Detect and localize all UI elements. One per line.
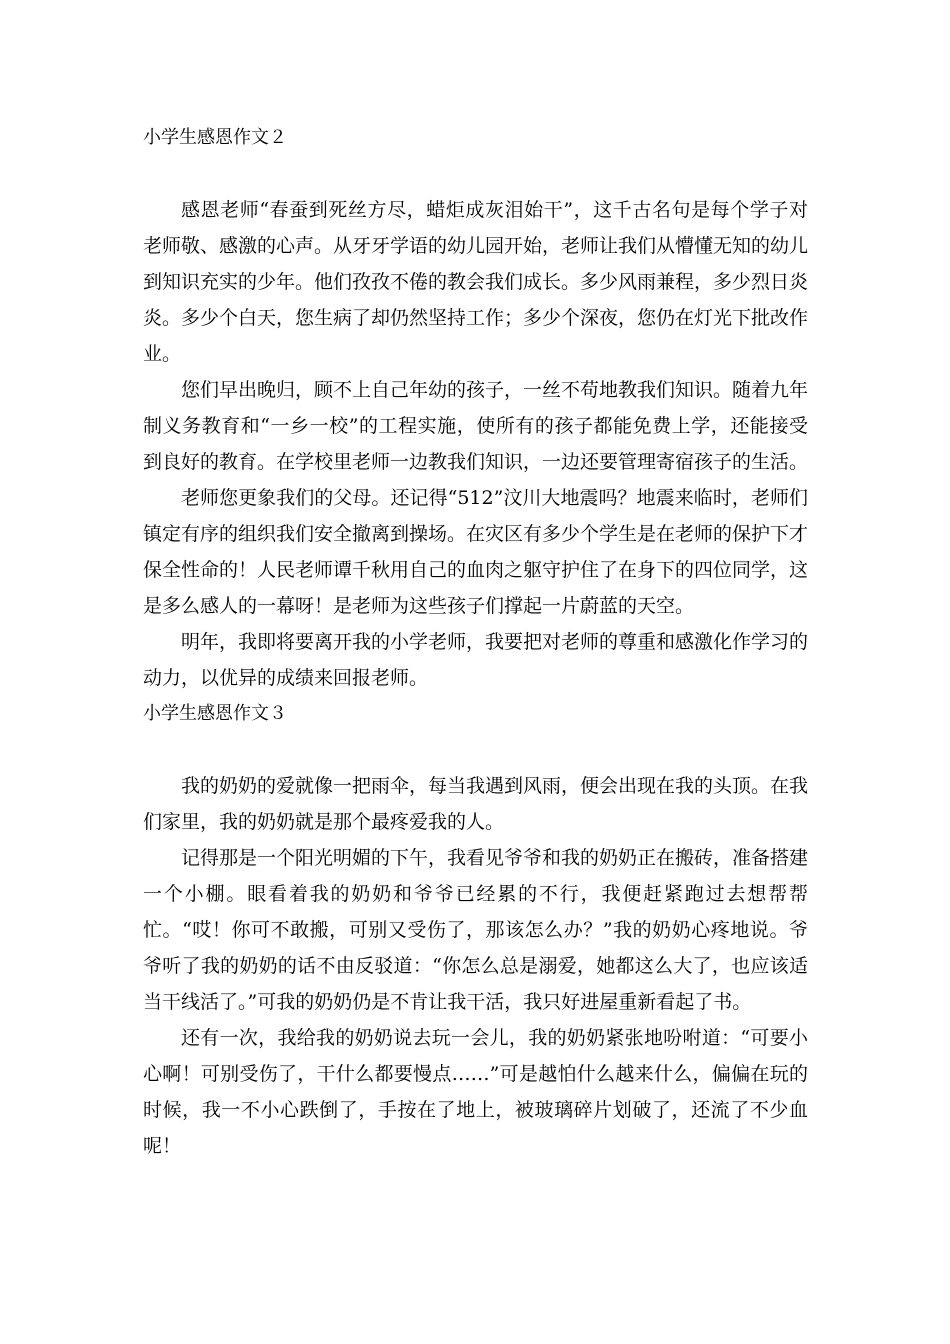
blank-line [143, 732, 808, 768]
paragraph: 还有一次，我给我的奶奶说去玩一会儿，我的奶奶紧张地吩咐道：“可要小心啊！可别受伤了，干什么都要慢点……”可是越怕什么越来什么，偏偏在玩的时候，我一不小心跌倒了，手按在了地上，被玻璃碎片划破了，还流了不少血呢！ [143, 1027, 808, 1157]
essay-section-3 [143, 696, 808, 1164]
blank-line [143, 156, 808, 192]
document-body [143, 120, 808, 1164]
essay-section-2 [143, 120, 808, 696]
paragraph: 老师您更象我们的父母。还记得“512”汶川大地震吗？地震来临时，老师们镇定有序的组织我们安全撤离到操场。在灾区有多少个学生是在老师的保护下才保全性命的！人民老师谭千秋用自己的血肉之躯守护住了在身下的四位同学，这是多么感人的一幕呀！是老师为这些孩子们撑起一片蔚蓝的天空。 [143, 487, 809, 617]
paragraph: 感恩老师“春蚕到死丝方尽，蜡炬成灰泪始干”，这千古名句是每个学子对老师敬、感激的心声。从牙牙学语的幼儿园开始，老师让我们从懵懂无知的幼儿到知识充实的少年。他们孜孜不倦的教会我们成长。多少风雨兼程，多少烈日炎炎。多少个白天，您生病了却仍然坚持工作；多少个深夜，您仍在灯光下批改作业。 [143, 199, 809, 365]
paragraph: 我的奶奶的爱就像一把雨伞，每当我遇到风雨，便会出现在我的头顶。在我们家里，我的奶奶就是那个最疼爱我的人。 [143, 775, 809, 833]
paragraph: 明年，我即将要离开我的小学老师，我要把对老师的尊重和感激化作学习的动力，以优异的成绩来回报老师。 [143, 631, 809, 689]
section-heading: 小学生感恩作文３ [143, 703, 287, 724]
section-heading: 小学生感恩作文２ [143, 127, 287, 148]
paragraph: 您们早出晚归，顾不上自己年幼的孩子，一丝不苟地教我们知识。随着九年制义务教育和“一乡一校”的工程实施，使所有的孩子都能免费上学，还能接受到良好的教育。在学校里老师一边教我们知识，一边还要管理寄宿孩子的生活。 [143, 379, 809, 473]
paragraph: 记得那是一个阳光明媚的下午，我看见爷爷和我的奶奶正在搬砖，准备搭建一个小棚。眼看着我的奶奶和爷爷已经累的不行，我便赶紧跑过去想帮帮忙。“哎！你可不敢搬，可别又受伤了，那该怎么办？”我的奶奶心疼地说。爷爷听了我的奶奶的话不由反驳道：“你怎么总是溺爱，她都这么大了，也应该适当干线活了。”可我的奶奶仍是不肯让我干活，我只好进屋重新看起了书。 [143, 847, 809, 1013]
